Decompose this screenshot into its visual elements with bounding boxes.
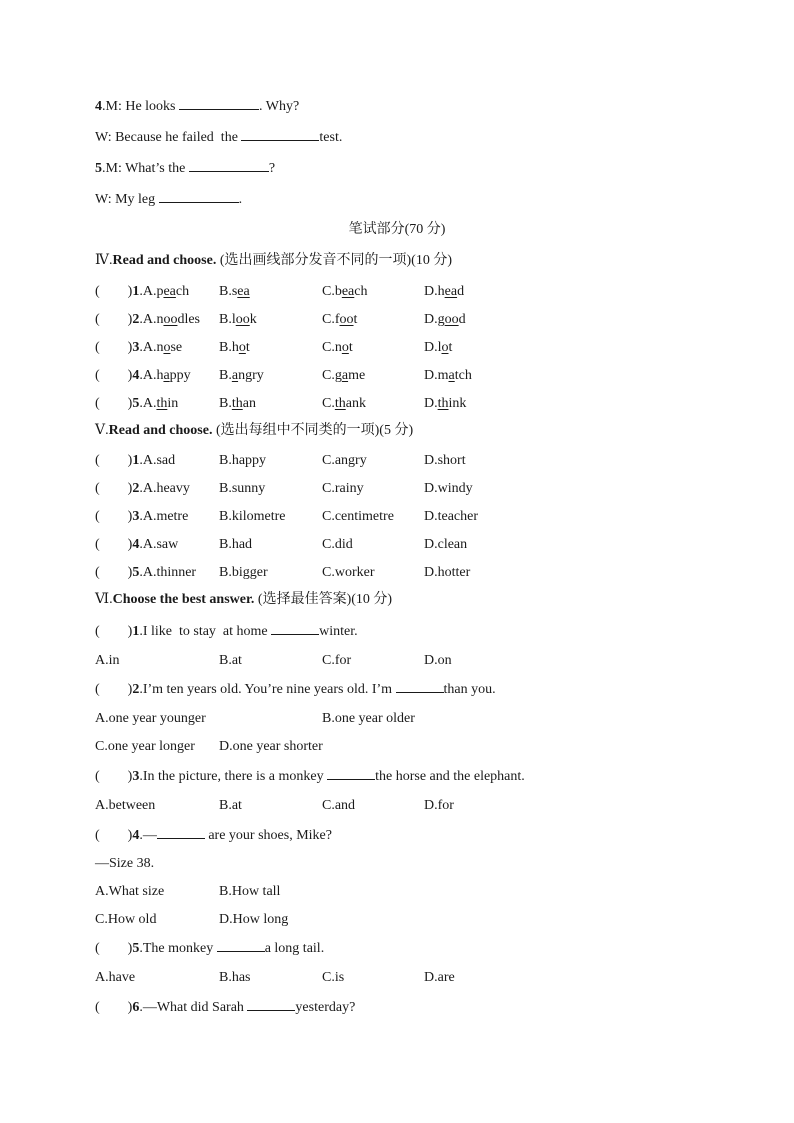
option-a bbox=[95, 395, 178, 413]
answer-paren[interactable]: ( ) bbox=[95, 396, 133, 411]
answer-paren[interactable]: ( ) bbox=[95, 509, 133, 524]
word-part: D.m bbox=[424, 368, 449, 383]
answer-blank[interactable] bbox=[157, 826, 205, 839]
option-c bbox=[322, 452, 367, 470]
option-b bbox=[219, 367, 264, 385]
question-number: 2 bbox=[132, 481, 140, 496]
answer-paren[interactable]: ( ) bbox=[95, 624, 133, 639]
option-d bbox=[424, 339, 452, 357]
word-part: D. bbox=[424, 396, 438, 411]
underlined-letters: th bbox=[156, 396, 168, 411]
question-number: 5 bbox=[132, 565, 140, 580]
answer-blank[interactable] bbox=[189, 159, 269, 172]
word-part: d bbox=[458, 312, 466, 327]
answer-blank[interactable] bbox=[241, 128, 319, 141]
answer-blank[interactable] bbox=[247, 998, 295, 1011]
listening-q5: 5.M: What’s the ? bbox=[95, 161, 276, 176]
answer-blank[interactable] bbox=[179, 97, 259, 110]
word: B.bigger bbox=[219, 565, 268, 580]
option-b bbox=[219, 339, 250, 357]
word: B.sunny bbox=[219, 481, 266, 496]
option-d bbox=[424, 564, 470, 582]
word-part: B.s bbox=[219, 284, 238, 299]
word-part: D.g bbox=[424, 312, 445, 327]
option-a: A.between bbox=[95, 798, 156, 813]
word: D.clean bbox=[424, 537, 468, 552]
question-number: 5 bbox=[132, 396, 140, 411]
option-a bbox=[95, 452, 175, 470]
option-b bbox=[219, 508, 286, 526]
listening-q4-reply: W: Because he failed the test. bbox=[95, 130, 343, 145]
option-a: A.in bbox=[95, 653, 120, 668]
word-part: t bbox=[448, 340, 453, 355]
option-c bbox=[322, 395, 366, 413]
word: C.centimetre bbox=[322, 509, 394, 524]
listening-q4: 4.M: He looks . Why? bbox=[95, 99, 300, 114]
word-part: .A.p bbox=[139, 284, 164, 299]
word-part: C.g bbox=[322, 368, 342, 383]
option-c: C.one year longer bbox=[95, 739, 195, 754]
option-c bbox=[322, 283, 368, 301]
option-d bbox=[424, 395, 466, 413]
word: .A.thinner bbox=[139, 565, 197, 580]
word-part: .A.n bbox=[139, 312, 164, 327]
underlined-letters: o bbox=[163, 340, 171, 355]
underlined-letters: oo bbox=[235, 312, 250, 327]
word: .A.heavy bbox=[139, 481, 190, 496]
option-b bbox=[219, 311, 257, 329]
word-part: ngry bbox=[238, 368, 264, 383]
word-part: tch bbox=[454, 368, 472, 383]
underlined-letters: ea bbox=[237, 284, 250, 299]
option-d bbox=[424, 311, 466, 329]
option-a bbox=[95, 367, 191, 385]
underlined-letters: a bbox=[448, 368, 455, 383]
option-a bbox=[95, 311, 200, 329]
option-c bbox=[322, 339, 353, 357]
option-a bbox=[95, 339, 182, 357]
word-part: ch bbox=[175, 284, 190, 299]
answer-paren[interactable]: ( ) bbox=[95, 828, 133, 843]
option-a bbox=[95, 564, 196, 582]
underlined-letters: ea bbox=[341, 284, 355, 299]
word-part: .A.n bbox=[139, 340, 164, 355]
word-part: an bbox=[242, 396, 256, 411]
question-6: ( )6.—What did Sarah yesterday? bbox=[95, 1000, 356, 1015]
option-b bbox=[219, 480, 265, 498]
word: B.kilometre bbox=[219, 509, 286, 524]
answer-paren[interactable]: ( ) bbox=[95, 769, 133, 784]
question-number: 4 bbox=[132, 537, 140, 552]
answer-blank[interactable] bbox=[327, 767, 375, 780]
option-d: D.for bbox=[424, 798, 454, 813]
word-part: t bbox=[348, 340, 353, 355]
option-a bbox=[95, 508, 188, 526]
section-6-heading: Ⅵ.Choose the best answer. (选择最佳答案)(10 分) bbox=[95, 592, 393, 607]
option-c bbox=[322, 367, 365, 385]
word-part: me bbox=[348, 368, 366, 383]
word: .A.saw bbox=[139, 537, 179, 552]
word: C.did bbox=[322, 537, 353, 552]
word: B.had bbox=[219, 537, 253, 552]
option-b bbox=[219, 564, 268, 582]
word-part: ppy bbox=[169, 368, 191, 383]
underlined-letters: a bbox=[231, 368, 239, 383]
word-part: .A.h bbox=[139, 368, 164, 383]
option-d: D.How long bbox=[219, 912, 289, 927]
underlined-letters: th bbox=[334, 396, 346, 411]
option-a: A.have bbox=[95, 970, 136, 985]
word-part: d bbox=[457, 284, 465, 299]
option-b bbox=[219, 452, 266, 470]
option-d bbox=[424, 480, 473, 498]
word-part: C.b bbox=[322, 284, 342, 299]
word-part: C. bbox=[322, 396, 335, 411]
question-number: 1 bbox=[132, 453, 140, 468]
underlined-letters: o bbox=[238, 340, 246, 355]
word-part: in bbox=[167, 396, 179, 411]
option-d bbox=[424, 283, 464, 301]
question-number: 4 bbox=[132, 368, 140, 383]
option-b bbox=[219, 395, 256, 413]
option-c bbox=[322, 536, 353, 554]
question-4-reply: —Size 38. bbox=[95, 856, 155, 871]
word: B.happy bbox=[219, 453, 267, 468]
underlined-letters: oo bbox=[339, 312, 354, 327]
option-c bbox=[322, 311, 357, 329]
word: C.worker bbox=[322, 565, 375, 580]
question-number: 2 bbox=[132, 312, 140, 327]
option-b: B.one year older bbox=[322, 711, 415, 726]
answer-paren[interactable]: ( ) bbox=[95, 537, 133, 552]
option-d bbox=[424, 508, 478, 526]
option-c: C.for bbox=[322, 653, 352, 668]
question-number: 3 bbox=[132, 340, 140, 355]
option-c: C.How old bbox=[95, 912, 157, 927]
option-d bbox=[424, 536, 467, 554]
word-part: D.h bbox=[424, 284, 445, 299]
answer-paren[interactable]: ( ) bbox=[95, 565, 133, 580]
word-part: t bbox=[245, 340, 250, 355]
word-part: k bbox=[249, 312, 257, 327]
word-part: se bbox=[170, 340, 183, 355]
option-b: B.at bbox=[219, 653, 242, 668]
listening-q5-reply: W: My leg . bbox=[95, 192, 243, 207]
question-number: 3 bbox=[132, 509, 140, 524]
underlined-letters: th bbox=[437, 396, 449, 411]
option-a bbox=[95, 283, 189, 301]
answer-paren[interactable]: ( ) bbox=[95, 312, 133, 327]
word: .A.metre bbox=[139, 509, 189, 524]
word-part: ink bbox=[448, 396, 467, 411]
word-part: D.l bbox=[424, 340, 442, 355]
answer-paren[interactable]: ( ) bbox=[95, 481, 133, 496]
word-part: dles bbox=[177, 312, 201, 327]
word-part: C.f bbox=[322, 312, 340, 327]
written-part-title: 笔试部分(70 分) bbox=[348, 222, 446, 237]
underlined-letters: o bbox=[341, 340, 349, 355]
word-part: B.l bbox=[219, 312, 236, 327]
word: D.hotter bbox=[424, 565, 471, 580]
answer-blank[interactable] bbox=[271, 622, 319, 635]
underlined-letters: a bbox=[341, 368, 349, 383]
underlined-letters: th bbox=[231, 396, 243, 411]
word-part: B. bbox=[219, 368, 232, 383]
answer-paren[interactable]: ( ) bbox=[95, 1000, 133, 1015]
question-5: ( )5.The monkey a long tail. bbox=[95, 941, 325, 956]
section-5-heading: Ⅴ.Read and choose. (选出每组中不同类的一项)(5 分) bbox=[95, 423, 414, 438]
word: C.angry bbox=[322, 453, 367, 468]
answer-paren[interactable]: ( ) bbox=[95, 682, 133, 697]
option-d bbox=[424, 367, 472, 385]
option-b bbox=[219, 283, 250, 301]
option-d: D.are bbox=[424, 970, 455, 985]
answer-paren[interactable]: ( ) bbox=[95, 453, 133, 468]
option-d bbox=[424, 452, 466, 470]
answer-paren[interactable]: ( ) bbox=[95, 368, 133, 383]
word-part: t bbox=[353, 312, 358, 327]
option-a: A.What size bbox=[95, 884, 165, 899]
question-number: 1 bbox=[132, 284, 140, 299]
question-1: ( )1.I like to stay at home winter. bbox=[95, 624, 358, 639]
answer-paren[interactable]: ( ) bbox=[95, 340, 133, 355]
underlined-letters: o bbox=[441, 340, 449, 355]
underlined-letters: ea bbox=[163, 284, 176, 299]
underlined-letters: a bbox=[163, 368, 170, 383]
option-d: D.on bbox=[424, 653, 452, 668]
word-part: B. bbox=[219, 396, 232, 411]
word: D.teacher bbox=[424, 509, 479, 524]
option-d: D.one year shorter bbox=[219, 739, 323, 754]
word: C.rainy bbox=[322, 481, 364, 496]
answer-paren[interactable]: ( ) bbox=[95, 941, 133, 956]
option-c: C.is bbox=[322, 970, 345, 985]
word-part: B.h bbox=[219, 340, 239, 355]
option-c: C.and bbox=[322, 798, 356, 813]
section-4-heading: Ⅳ.Read and choose. (选出画线部分发音不同的一项)(10 分) bbox=[95, 253, 453, 268]
word: .A.sad bbox=[139, 453, 176, 468]
question-4: ( )4.— are your shoes, Mike? bbox=[95, 828, 332, 843]
underlined-letters: oo bbox=[444, 312, 459, 327]
word: D.windy bbox=[424, 481, 473, 496]
word-part: C.n bbox=[322, 340, 342, 355]
answer-blank[interactable] bbox=[396, 680, 444, 693]
underlined-letters: ea bbox=[444, 284, 458, 299]
answer-paren[interactable]: ( ) bbox=[95, 284, 133, 299]
word-part: .A. bbox=[139, 396, 157, 411]
word: D.short bbox=[424, 453, 466, 468]
option-b: B.How tall bbox=[219, 884, 281, 899]
word-part: ank bbox=[345, 396, 366, 411]
word-part: ch bbox=[354, 284, 368, 299]
option-b: B.has bbox=[219, 970, 251, 985]
question-2: ( )2.I’m ten years old. You’re nine years old. I’m than you. bbox=[95, 682, 496, 697]
option-a bbox=[95, 536, 178, 554]
option-b: B.at bbox=[219, 798, 242, 813]
answer-blank[interactable] bbox=[217, 939, 265, 952]
option-c bbox=[322, 508, 394, 526]
question-3: ( )3.In the picture, there is a monkey the horse and the elephant. bbox=[95, 769, 525, 784]
option-a bbox=[95, 480, 190, 498]
answer-blank[interactable] bbox=[159, 190, 239, 203]
option-c bbox=[322, 564, 375, 582]
option-c bbox=[322, 480, 364, 498]
option-b bbox=[219, 536, 252, 554]
underlined-letters: oo bbox=[163, 312, 178, 327]
option-a: A.one year younger bbox=[95, 711, 206, 726]
